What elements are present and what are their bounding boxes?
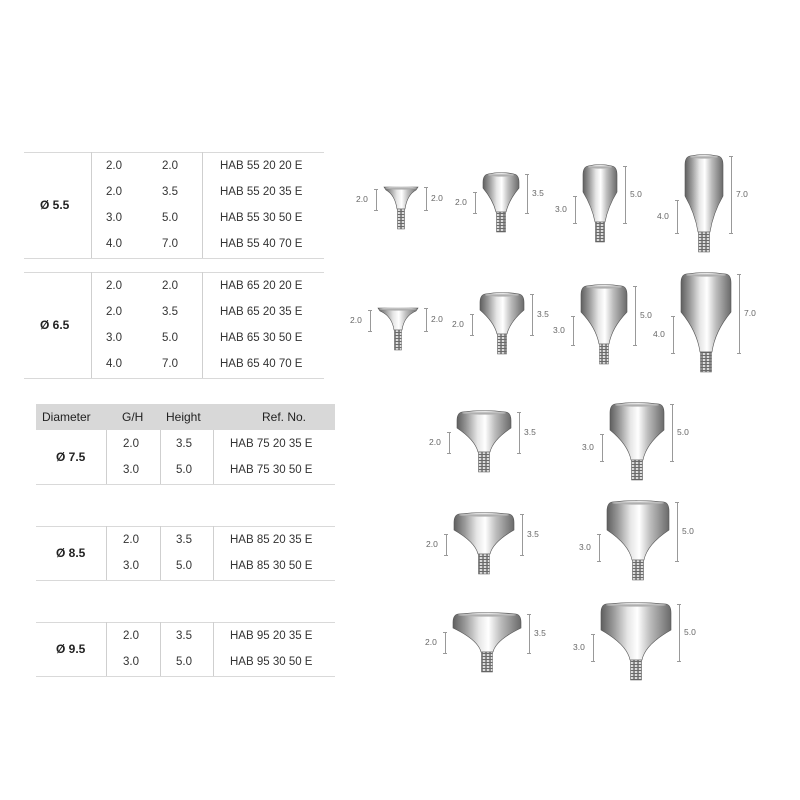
gh-dimension-label: 2.0 [452,319,464,329]
abutment-screw [632,460,643,480]
height-cell: 7.0 [162,358,178,370]
abutment-14 [566,602,706,702]
abutment-top-rim [615,404,659,407]
gh-dimension-bracket [470,314,474,336]
diameter-label: Ø 9.5 [56,642,86,656]
gh-dimension-label: 2.0 [356,194,368,204]
gh-dimension-label: 3.0 [573,642,585,652]
column-divider [106,622,107,676]
height-dimension-label: 3.5 [534,628,546,638]
abutment-head [601,603,671,661]
diameter-label: Ø 8.5 [56,546,86,560]
abutment-head [457,411,511,453]
abutment-10 [575,402,699,502]
ref-cell: HAB 55 30 50 E [220,212,303,224]
abutment-top-rim [588,166,612,169]
height-dimension-label: 2.0 [431,314,443,324]
column-divider [160,622,161,676]
group-top-rule [36,526,335,527]
height-dimension-bracket [520,514,524,556]
group-6-5 [24,272,324,380]
abutment-top-rim [385,187,417,190]
height-cell: 3.5 [162,186,178,198]
abutment-4 [650,154,758,274]
gh-cell: 2.0 [106,186,122,198]
abutment-screw [701,352,712,372]
abutment-screw [631,660,642,680]
group-bottom-rule [24,378,324,379]
abutment-head [685,155,723,233]
gh-cell: 3.0 [106,212,122,224]
abutment-1 [349,185,453,251]
group-9-5 [36,622,335,678]
abutment-5 [343,306,453,372]
height-cell: 5.0 [162,332,178,344]
gh-dimension-label: 2.0 [426,539,438,549]
gh-dimension-label: 4.0 [657,211,669,221]
column-divider [160,526,161,580]
abutment-screw [479,452,490,472]
gh-dimension-label: 2.0 [455,197,467,207]
height-dimension-bracket [424,308,428,332]
abutment-image [418,612,556,694]
abutment-top-rim [488,174,514,177]
column-divider [213,526,214,580]
gh-cell: 3.0 [123,464,139,476]
height-dimension-label: 5.0 [630,189,642,199]
ref-cell: HAB 85 30 50 E [230,560,313,572]
gh-dimension-label: 3.0 [582,442,594,452]
abutment-screw [596,222,605,242]
group-top-rule [36,622,335,623]
gh-cell: 4.0 [106,238,122,250]
abutment-image [422,410,546,494]
abutment-top-rim [379,308,417,311]
column-divider [213,430,214,484]
column-divider [106,430,107,484]
gh-dimension-bracket [447,432,451,454]
abutment-head [453,613,521,653]
abutment-screw [600,344,609,364]
abutment-2 [448,172,554,254]
height-dimension-bracket [737,274,741,354]
height-cell: 5.0 [176,464,192,476]
column-divider [91,152,92,258]
header-diameter: Diameter [42,410,91,424]
header-height: Height [166,410,201,424]
height-cell: 5.0 [176,560,192,572]
abutment-screw [395,330,402,350]
abutment-12 [572,500,704,602]
abutment-image [548,164,652,264]
gh-dimension-bracket [473,192,477,214]
height-dimension-label: 7.0 [736,189,748,199]
abutment-screw [633,560,644,580]
abutment-screw [479,554,490,574]
abutment-3 [548,164,652,264]
height-dimension-bracket [623,166,627,224]
abutment-head [454,513,514,555]
abutment-top-rim [459,514,509,517]
height-dimension-label: 3.5 [524,427,536,437]
abutment-13 [418,612,556,694]
height-cell: 7.0 [162,238,178,250]
abutment-top-rim [690,156,718,159]
diameter-label: Ø 5.5 [40,198,70,212]
group-5-5 [24,152,324,260]
header-gh: G/H [122,410,144,424]
gh-dimension-label: 2.0 [429,437,441,447]
abutment-screw [398,209,405,229]
abutment-head [681,273,731,353]
column-divider [202,152,203,258]
ref-cell: HAB 55 20 20 E [220,160,303,172]
ref-cell: HAB 65 30 50 E [220,332,303,344]
diameter-label: Ø 6.5 [40,318,70,332]
abutment-top-rim [606,604,666,607]
height-dimension-label: 3.5 [527,529,539,539]
height-dimension-label: 3.5 [532,188,544,198]
gh-dimension-label: 2.0 [350,315,362,325]
gh-cell: 2.0 [123,438,139,450]
height-dimension-label: 5.0 [640,310,652,320]
height-dimension-label: 3.5 [537,309,549,319]
abutment-head [607,501,669,561]
height-dimension-bracket [527,614,531,654]
abutment-image [575,402,699,502]
height-cell: 2.0 [162,160,178,172]
abutment-head [610,403,664,461]
abutment-head [581,285,627,345]
gh-dimension-label: 2.0 [425,637,437,647]
height-dimension-label: 2.0 [431,193,443,203]
group-top-rule [24,272,324,273]
abutment-image [419,512,549,596]
height-cell: 3.5 [176,438,192,450]
abutment-6 [445,292,559,376]
gh-dimension-bracket [591,634,595,662]
height-dimension-bracket [729,156,733,234]
abutment-image [448,172,554,254]
header-ref: Ref. No. [262,410,307,424]
ref-cell: HAB 85 20 35 E [230,534,313,546]
abutment-top-rim [462,412,506,415]
abutment-top-rim [485,294,519,297]
ref-cell: HAB 65 40 70 E [220,358,303,370]
diameter-label: Ø 7.5 [56,450,86,464]
height-dimension-bracket [670,404,674,462]
group-8-5 [36,526,335,582]
abutment-8 [646,272,766,394]
gh-dimension-label: 3.0 [579,542,591,552]
gh-dimension-label: 3.0 [555,204,567,214]
column-divider [91,272,92,378]
gh-dimension-label: 4.0 [653,329,665,339]
ref-cell: HAB 55 40 70 E [220,238,303,250]
abutment-image [572,500,704,602]
group-bottom-rule [36,676,335,677]
group-bottom-rule [36,580,335,581]
abutment-7 [546,284,662,386]
abutment-screw [497,212,506,232]
column-divider [213,622,214,676]
gh-dimension-bracket [671,316,675,354]
gh-dimension-bracket [571,316,575,346]
height-dimension-label: 5.0 [684,627,696,637]
gh-dimension-label: 3.0 [553,325,565,335]
height-dimension-label: 7.0 [744,308,756,318]
ref-cell: HAB 95 20 35 E [230,630,313,642]
height-cell: 3.5 [176,534,192,546]
height-dimension-bracket [677,604,681,662]
gh-cell: 2.0 [106,306,122,318]
abutment-11 [419,512,549,596]
gh-dimension-bracket [368,310,372,332]
gh-cell: 2.0 [123,630,139,642]
gh-dimension-bracket [573,196,577,224]
gh-dimension-bracket [443,632,447,654]
table-header [36,404,335,430]
abutment-head [384,187,418,209]
height-cell: 2.0 [162,280,178,292]
gh-cell: 3.0 [106,332,122,344]
abutment-screw [482,652,493,672]
gh-cell: 2.0 [106,280,122,292]
abutment-image [445,292,559,376]
abutment-top-rim [458,614,516,617]
gh-dimension-bracket [374,189,378,211]
ref-cell: HAB 65 20 20 E [220,280,303,292]
column-divider [202,272,203,378]
abutment-head [583,165,617,223]
height-dimension-bracket [675,502,679,562]
abutment-head [378,308,418,330]
height-cell: 3.5 [176,630,192,642]
height-cell: 5.0 [162,212,178,224]
height-dimension-bracket [633,286,637,346]
height-cell: 5.0 [176,656,192,668]
gh-cell: 3.0 [123,560,139,572]
abutment-head [483,173,519,213]
group-top-rule [24,152,324,153]
height-cell: 3.5 [162,306,178,318]
abutment-9 [422,410,546,494]
height-dimension-bracket [530,294,534,336]
gh-dimension-bracket [600,434,604,462]
gh-dimension-bracket [444,534,448,556]
gh-cell: 4.0 [106,358,122,370]
ref-cell: HAB 75 20 35 E [230,438,313,450]
gh-cell: 2.0 [123,534,139,546]
column-divider [160,430,161,484]
gh-cell: 3.0 [123,656,139,668]
ref-cell: HAB 65 20 35 E [220,306,303,318]
abutment-image [566,602,706,702]
abutment-top-rim [586,286,622,289]
group-bottom-rule [36,484,335,485]
abutment-image [546,284,662,386]
abutment-screw [498,334,507,354]
height-dimension-bracket [424,187,428,211]
abutment-top-rim [612,502,664,505]
abutment-top-rim [686,274,726,277]
group-bottom-rule [24,258,324,259]
height-dimension-bracket [525,174,529,214]
height-dimension-label: 5.0 [682,526,694,536]
group-7-5 [36,430,335,486]
abutment-screw [699,232,710,252]
gh-dimension-bracket [675,200,679,234]
ref-cell: HAB 55 20 35 E [220,186,303,198]
height-dimension-label: 5.0 [677,427,689,437]
column-divider [106,526,107,580]
ref-cell: HAB 75 30 50 E [230,464,313,476]
gh-cell: 2.0 [106,160,122,172]
gh-dimension-bracket [597,534,601,562]
ref-cell: HAB 95 30 50 E [230,656,313,668]
abutment-head [480,293,524,335]
height-dimension-bracket [517,412,521,454]
